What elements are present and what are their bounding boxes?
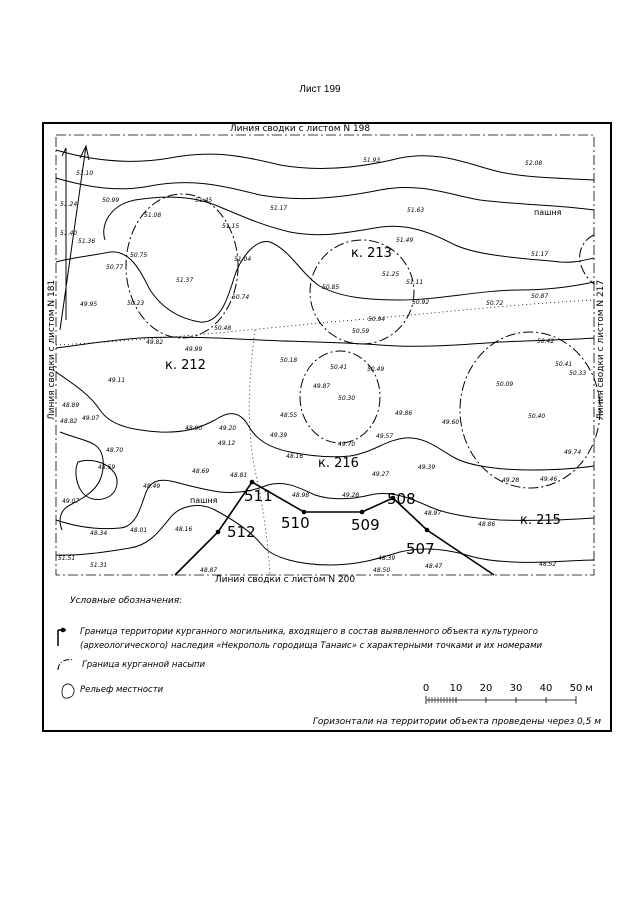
point-label: 507 [406, 540, 435, 558]
elevation-label: 49.57 [376, 433, 394, 440]
elevation-label: 48.34 [90, 530, 108, 537]
elevation-label: 49.20 [219, 425, 237, 432]
elevation-label: 48.86 [478, 521, 496, 528]
elevation-label: 51.45 [195, 197, 213, 204]
elevation-label: 51.08 [144, 212, 162, 219]
legend-title: Условные обозначения: [70, 596, 183, 606]
elevation-label: 48.52 [539, 561, 557, 568]
boundary-line-icon [58, 628, 66, 646]
elevation-label: 51.24 [60, 201, 78, 208]
point-label: 510 [281, 514, 310, 532]
elevation-label: 49.39 [270, 432, 288, 439]
elevation-label: 50.74 [232, 294, 250, 301]
elevation-label: 51.36 [78, 238, 96, 245]
mound-212-boundary [126, 194, 238, 338]
elevation-label: 52.08 [525, 160, 543, 167]
border-label-top: Линия сводки с листом N 198 [229, 124, 371, 134]
scale-tick-label: 30 [509, 683, 523, 694]
elevation-label: 48.87 [200, 567, 218, 574]
elevation-label: 48.01 [130, 527, 148, 534]
legend-item-mound: Граница курганной насыпи [82, 660, 206, 670]
elevation-label: 49.87 [313, 383, 331, 390]
elevation-label: 51.11 [406, 279, 424, 286]
elevation-label: 51.10 [76, 170, 94, 177]
elevation-label: 51.51 [58, 555, 76, 562]
elevation-label: 49.11 [108, 377, 126, 384]
elevation-label: 48.69 [192, 468, 210, 475]
point-507-marker [425, 528, 430, 533]
elevation-label: 49.86 [395, 410, 413, 417]
elevation-label: 50.40 [528, 413, 546, 420]
elevation-label: 51.40 [60, 230, 78, 237]
point-511-marker [250, 480, 255, 485]
elevation-label: 49.07 [82, 415, 100, 422]
elevation-label: 49.12 [218, 440, 236, 447]
elevation-label: 48.50 [373, 567, 391, 574]
elevation-label: 48.47 [425, 563, 443, 570]
elevation-label: 50.30 [338, 395, 356, 402]
scale-unit: м [585, 683, 593, 694]
elevation-label: 49.99 [185, 346, 203, 353]
elevation-label: 50.49 [367, 366, 385, 373]
elevation-label: 50.41 [555, 361, 573, 368]
mound-label: к. 213 [351, 246, 392, 261]
mound-label: к. 216 [318, 456, 359, 471]
elevation-label: 49.70 [338, 441, 356, 448]
elevation-label: 50.99 [102, 197, 120, 204]
elevation-label: 50.41 [330, 364, 348, 371]
point-509-marker [360, 510, 365, 515]
elevation-label: 51.04 [234, 256, 252, 263]
elevation-label: 51.15 [222, 223, 240, 230]
scale-bar [423, 683, 593, 704]
elevation-label: 50.75 [130, 252, 148, 259]
elevation-label: 48.55 [280, 412, 298, 419]
elevation-label: 50.72 [486, 300, 504, 307]
elevation-label: 48.82 [60, 418, 78, 425]
elevation-label: 49.82 [146, 339, 164, 346]
elevation-label: 49.28 [342, 492, 360, 499]
scale-tick-label: 10 [449, 683, 463, 694]
elevation-label: 51.93 [363, 157, 381, 164]
border-label-right: Линия сводки с листом N 217 [596, 279, 606, 421]
elevation-label: 51.17 [270, 205, 288, 212]
elevation-label: 50.42 [537, 338, 555, 345]
elevation-label: 50.77 [106, 264, 124, 271]
elevation-label: 50.33 [569, 370, 587, 377]
elevation-label: 50.23 [127, 300, 145, 307]
border-label-left: Линия сводки с листом N 181 [47, 279, 57, 421]
heritage-boundary [175, 480, 494, 575]
elevation-label: 48.81 [230, 472, 248, 479]
contour-note: Горизонтали на территории объекта проведены через 0,5 м [312, 717, 601, 727]
map-inner-border [56, 135, 594, 575]
elevation-label: 48.89 [62, 402, 80, 409]
elevation-label: 48.49 [143, 483, 161, 490]
elevation-label: 51.49 [396, 237, 414, 244]
legend-item-boundary-line1: Граница территории курганного могильника, входящего в состав выявленного объекта культурного [80, 627, 538, 637]
elevation-label: 49.27 [372, 471, 390, 478]
border-label-bottom: Линия сводки с листом N 200 [214, 575, 356, 585]
land-label: пашня [190, 496, 218, 505]
mound-215-boundary [460, 332, 600, 488]
elevation-label: 51.37 [176, 277, 194, 284]
land-label: пашня [534, 208, 562, 217]
scale-tick-label: 40 [539, 683, 553, 694]
elevation-label: 51.17 [531, 251, 549, 258]
sheet-title: Лист 199 [299, 84, 341, 95]
point-label: 512 [227, 523, 256, 541]
elevation-label: 48.70 [106, 447, 124, 454]
elevation-label: 49.39 [418, 464, 436, 471]
elevation-label: 49.28 [502, 477, 520, 484]
scale-tick-label: 20 [479, 683, 493, 694]
elevation-label: 50.94 [368, 316, 386, 323]
mound-label: к. 215 [520, 513, 561, 528]
elevation-label: 49.95 [80, 301, 98, 308]
elevation-label: 50.85 [322, 284, 340, 291]
elevation-label: 50.87 [531, 293, 549, 300]
scale-tick-label: 0 [422, 683, 430, 694]
mound-boundary-icon [58, 659, 74, 670]
point-labels [227, 487, 435, 558]
elevation-label: 48.39 [378, 555, 396, 562]
elevation-label: 49.60 [442, 419, 460, 426]
elevation-label: 49.07 [62, 498, 80, 505]
elevation-label: 51.63 [407, 207, 425, 214]
elevation-label: 50.09 [496, 381, 514, 388]
point-label: 509 [351, 516, 380, 534]
elevation-label: 50.48 [214, 325, 232, 332]
relief-icon [62, 684, 74, 698]
elevation-label: 51.25 [382, 271, 400, 278]
elevation-label: 48.97 [424, 510, 442, 517]
elevation-label: 50.18 [280, 357, 298, 364]
scale-tick-label: 50 [569, 683, 583, 694]
mound-label: к. 212 [165, 358, 206, 373]
point-512-marker [216, 530, 221, 535]
elevation-label: 48.59 [98, 464, 116, 471]
elevation-label: 51.31 [90, 562, 108, 569]
elevation-label: 48.90 [185, 425, 203, 432]
contour-lines [56, 150, 594, 565]
elevation-label: 49.74 [564, 449, 582, 456]
point-label: 508 [387, 490, 416, 508]
point-label: 511 [244, 487, 273, 505]
elevation-label: 48.16 [286, 453, 304, 460]
elevation-label: 48.98 [292, 492, 310, 499]
legend-item-relief: Рельеф местности [80, 685, 164, 695]
elevation-label: 50.59 [352, 328, 370, 335]
elevation-label: 50.92 [412, 299, 430, 306]
elevation-label: 49.46 [540, 476, 558, 483]
elevation-label: 48.16 [175, 526, 193, 533]
legend-item-boundary-line2: (археологического) наследия «Некрополь городища Танаис» с характерными точками и их номерами [80, 641, 543, 651]
